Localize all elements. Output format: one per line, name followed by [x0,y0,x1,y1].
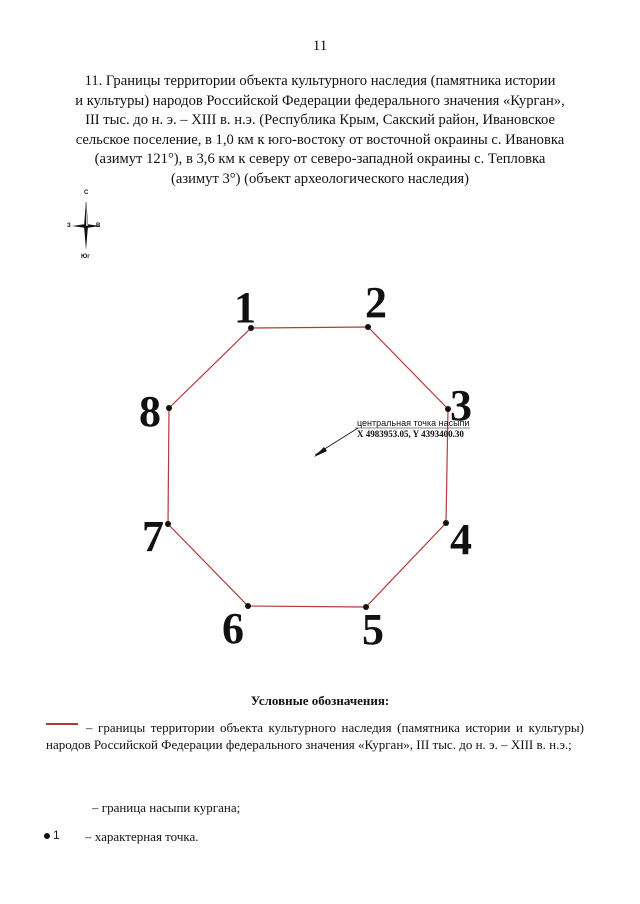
point-label: 2 [365,278,387,327]
legend-point-number: 1 [53,828,60,842]
point-label: 8 [139,387,161,436]
point-legend-symbol [44,833,50,839]
point-label: 6 [222,604,244,653]
characteristic-point-marker [165,521,171,527]
point-label: 7 [142,512,164,561]
compass-west-label: З [67,223,71,229]
center-point-coords: X 4983953.05, Y 4393400.30 [357,429,464,439]
point-label: 4 [450,515,472,564]
page-number: 11 [312,38,328,54]
point-label: 1 [234,283,256,332]
title-line: III тыс. до н. э. – XIII в. н.э. (Республика Крым, Сакский район, Ивановское [85,112,555,128]
title-line: и культуры) народов Российской Федерации федерального значения «Курган», [75,92,565,109]
boundary-polygon [168,327,448,607]
title-line: 11. Границы территории объекта культурного наследия (памятника истории [84,73,556,89]
center-point-label: центральная точка насыпи [357,418,470,428]
legend-item-point: – характерная точка. [85,829,199,844]
legend-title: Условные обозначения: [250,693,390,708]
legend-boundary-text: – границы территории объекта культурного наследия (памятника истории и культуры) народов Российской Федерации федерального значения «Курган», III тыс. до н. э. – XIII в. н.э.; [46,720,584,752]
center-arrow-icon [314,447,327,457]
point-label: 5 [362,605,384,654]
compass-north-label: С [84,190,89,196]
characteristic-point-marker [245,603,251,609]
title-line: сельское поселение, в 1,0 км к юго-востоку от восточной окраины с. Ивановка [75,131,565,148]
compass-south-label: Юг [81,254,90,260]
characteristic-point-marker [443,520,449,526]
point-label: 3 [450,381,472,430]
title-line: (азимут 3°) (объект археологического наследия) [171,170,469,187]
legend-item-boundary [46,719,584,753]
compass-east-label: В [96,223,101,229]
title-line: (азимут 121°), в 3,6 км к северу от северо-западной окраины с. Тепловка [94,151,546,167]
characteristic-point-marker [166,405,172,411]
legend-item-mound: – граница насыпи кургана; [92,800,241,815]
